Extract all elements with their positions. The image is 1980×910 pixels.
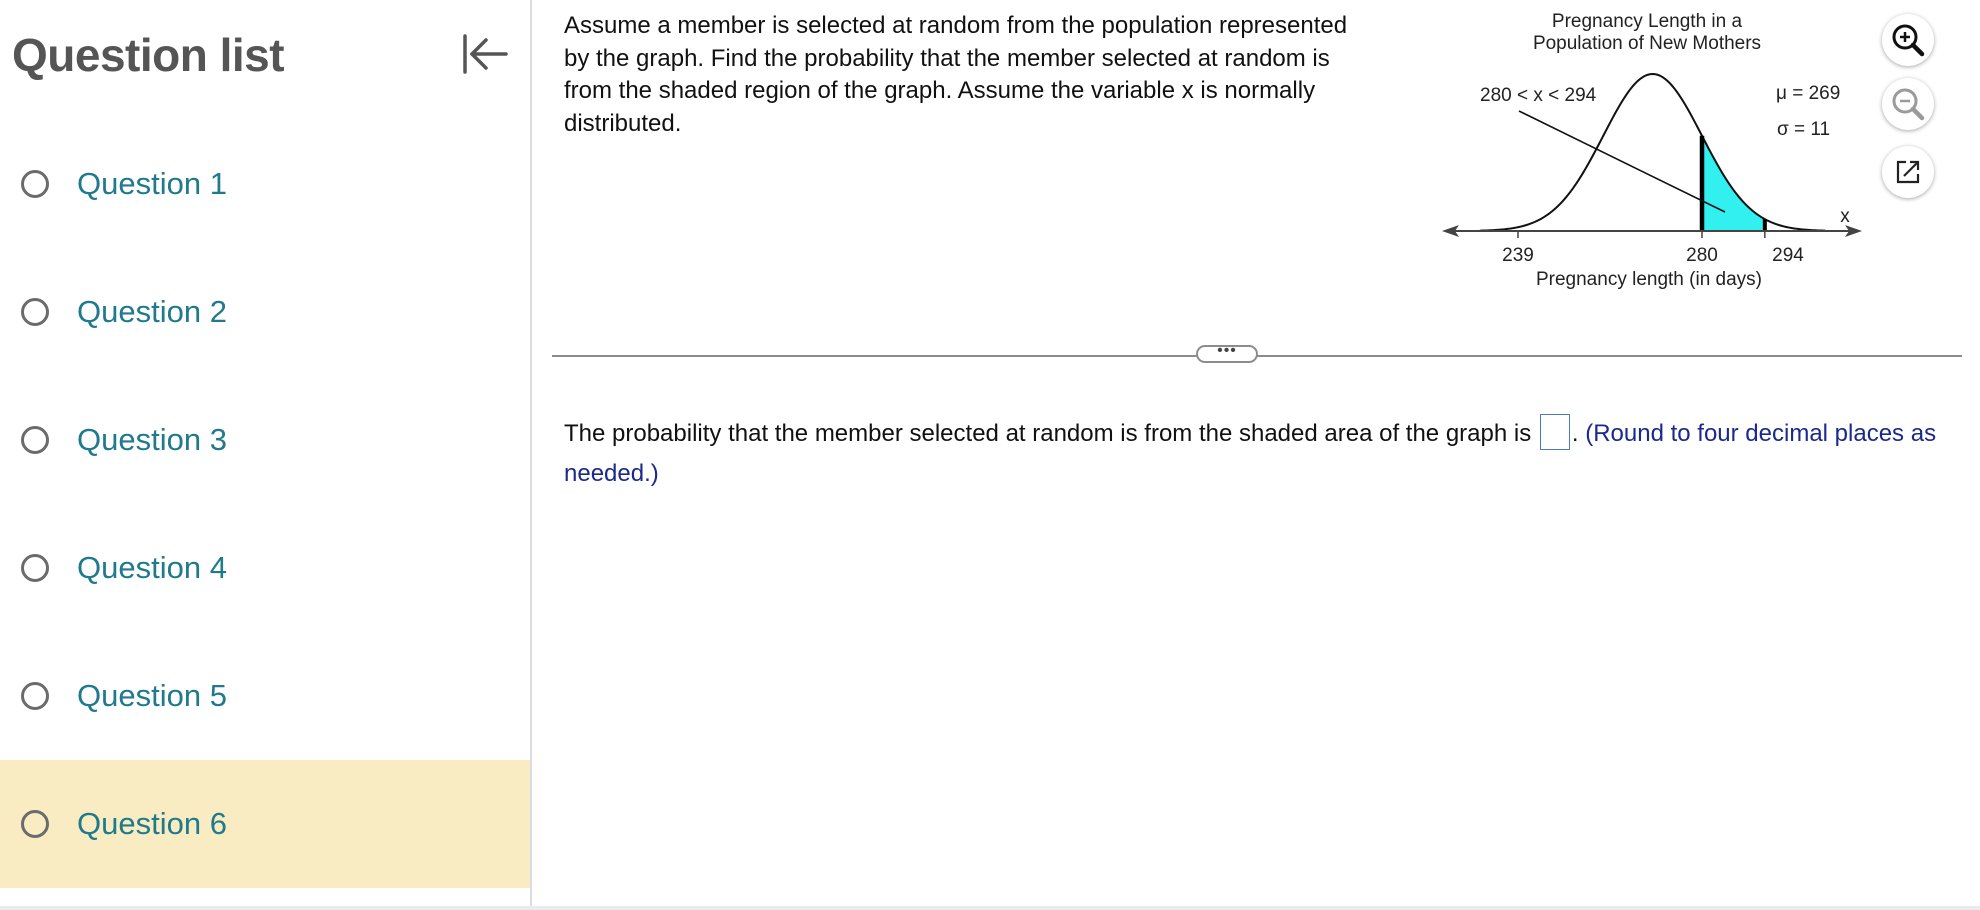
question-label: Question 3 — [77, 422, 227, 457]
interval-pointer-line — [1519, 111, 1725, 212]
question-label: Question 5 — [77, 678, 227, 713]
question-list — [0, 120, 530, 888]
question-item-5[interactable] — [0, 632, 530, 760]
question-item-3[interactable] — [0, 376, 530, 504]
question-label: Question 2 — [77, 294, 227, 329]
popout-icon — [1882, 146, 1934, 198]
x-axis-label: Pregnancy length (in days) — [1535, 269, 1763, 290]
question-status-radio — [21, 298, 49, 326]
question-status-radio — [21, 554, 49, 582]
collapse-left-icon — [458, 28, 514, 80]
question-status-radio — [21, 682, 49, 710]
shaded-region — [1702, 136, 1765, 231]
interval-label: 280 < x < 294 — [1480, 85, 1597, 106]
normal-distribution-graph — [1442, 0, 1902, 300]
question-item-4[interactable] — [0, 504, 530, 632]
question-label: Question 6 — [77, 806, 227, 841]
question-label: Question 1 — [77, 166, 227, 201]
question-main-panel — [532, 0, 1980, 906]
graph-title-line1: Pregnancy Length in a — [1551, 11, 1743, 32]
question-status-radio — [21, 170, 49, 198]
graph-title-line2: Population of New Mothers — [1532, 33, 1762, 54]
question-item-2[interactable] — [0, 248, 530, 376]
sidebar-title: Question list — [12, 29, 285, 81]
zoom-in-icon — [1882, 14, 1934, 66]
tick-label-280: 280 — [1686, 245, 1718, 266]
question-status-radio — [21, 426, 49, 454]
sigma-label: σ = 11 — [1777, 119, 1831, 140]
zoom-out-icon — [1882, 78, 1934, 130]
answer-suffix: . — [1571, 420, 1579, 447]
axis-variable-label: x — [1840, 206, 1850, 227]
question-list-sidebar — [0, 0, 532, 906]
zoom-out-button[interactable] — [1882, 78, 1934, 130]
question-item-6[interactable] — [0, 760, 530, 888]
question-item-1[interactable] — [0, 120, 530, 248]
answer-prefix: The probability that the member selected at random is from the shaded area of the graph is — [564, 420, 1532, 447]
answer-statement — [564, 414, 1980, 494]
question-label: Question 4 — [77, 550, 227, 585]
popout-button[interactable] — [1882, 146, 1934, 198]
expand-handle-button[interactable]: ••• — [1196, 345, 1258, 363]
mu-label: μ = 269 — [1776, 83, 1841, 104]
tick-label-294: 294 — [1772, 245, 1804, 266]
question-status-radio — [21, 810, 49, 838]
zoom-in-button[interactable] — [1882, 14, 1934, 66]
question-text: Assume a member is selected at random from the population represented by the graph. Find the probability that the member selected at random is from the shaded region of the graph. Assume the variable x is normally distributed. — [564, 12, 1348, 137]
bottom-border — [0, 906, 1980, 910]
collapse-sidebar-button[interactable] — [458, 28, 514, 80]
rounding-hint: (Round to four decimal places as needed.) — [564, 420, 1937, 487]
answer-input-box[interactable] — [1540, 414, 1570, 450]
tick-label-239: 239 — [1502, 245, 1534, 266]
